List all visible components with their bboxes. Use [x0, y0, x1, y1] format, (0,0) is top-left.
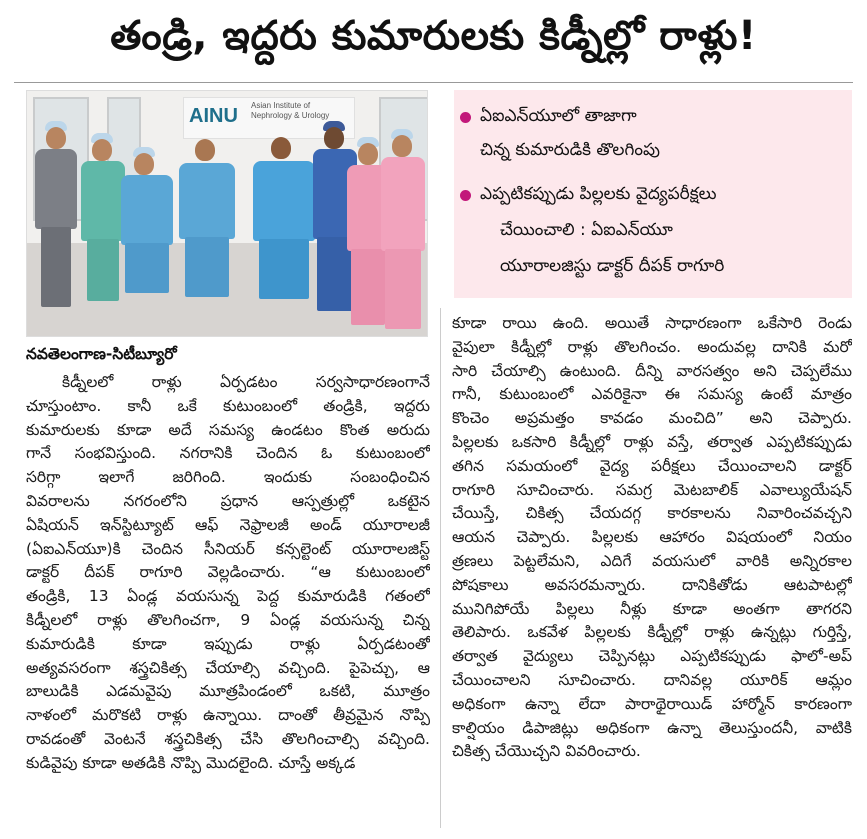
body-line: అత్యవసరంగా శస్త్రచికిత్స చేయాల్సి వచ్చింది. పైపెచ్చు, ఆ — [26, 658, 430, 677]
body-line: రాగూరి సూచించారు. సమగ్ర మెటబాలిక్ ఎవాల్యుయేషన్ — [452, 480, 852, 499]
bullet-dot — [460, 190, 471, 201]
highlight-line: చిన్న కుమారుడికి తొలగింపు — [480, 140, 660, 160]
team-photo — [26, 90, 428, 337]
body-line: మునిగిపోయే పిల్లలు నీళ్లు కూడా అంతగా తాగరని — [452, 599, 852, 618]
hospital-logo: AINU — [189, 105, 238, 127]
left-column — [26, 371, 430, 776]
highlight-line: యూరాలజిస్టు డాక్టర్ దీపక్ రాగూరి — [500, 256, 725, 276]
bullet-dot — [460, 112, 471, 123]
body-line: వైపులా కిడ్నీల్లో రాళ్లు తొలగించం. అందువల్ల దానికి మరో — [452, 337, 852, 356]
highlight-line: ఎప్పటికప్పుడు పిల్లలకు వైద్యపరీక్షలు — [480, 184, 717, 204]
body-line: చూస్తుంటాం. కానీ ఒకే కుటుంబంలో తండ్రికి, ఇద్దరు — [26, 396, 430, 415]
body-line: కుమారులకు కూడా అదే సమస్య ఉండటం కొంత అరుదు — [26, 420, 430, 439]
body-line: గానే సంభవిస్తుంది. నగరానికి చెందిన ఓ కుటుంబంలో — [26, 444, 430, 463]
body-line: కిడ్నీలలో రాళ్లు ఏర్పడటం సర్వసాధారణంగానే — [62, 373, 430, 391]
right-column — [452, 312, 852, 764]
body-line: కూడా రాయి ఉంది. అయితే సాధారణంగా ఒకేసారి రెండు — [452, 314, 852, 332]
article-headline: తండ్రి, ఇద్దరు కుమారులకు కిడ్నీల్లో రాళ్లు! — [110, 13, 757, 59]
body-line: బాలుడికి ఎడమవైపు మూత్రపిండంలో ఒకటి, మూత్రం — [26, 682, 430, 701]
body-line: కుడివైపు కూడా అతడికి నొప్పి మొదలైంది. చూస్తే అక్కడ — [26, 753, 356, 772]
body-line: సరిగ్గా ఇలాగే జరిగింది. ఇందుకు సంబంధించిన — [26, 468, 430, 487]
body-line: (ఏఐఎన్‌యూ)కి చెందిన సీనియర్ కన్సల్టెంట్ యూరాలజిస్ట్ — [26, 539, 430, 558]
body-line: త్రణలు పెట్టలేమని, ఎదిగే వయసులో వారికి అన్నిరకాల — [452, 551, 852, 570]
highlight-line: చేయించాలి : ఏఐఎన్‌యూ — [500, 220, 673, 240]
body-line: నాళంలో మరొకటి రాళ్లు ఉన్నాయి. దాంతో తీవ్రమైన నొప్పి — [26, 706, 430, 725]
body-line: పోషకాలు అవసరమన్నారు. దానికితోడు ఆటపాటల్లో — [452, 575, 852, 594]
body-line: తెలిపారు. ఒకవేళ పిల్లలకు కిడ్నీల్లో రాళ్లు ఉన్నట్లు గుర్తిస్తే, — [452, 623, 852, 642]
highlights-box — [454, 90, 852, 298]
hospital-logo-subtitle: Asian Institute of Nephrology & Urology — [251, 101, 330, 120]
headline-rule — [14, 82, 853, 83]
body-line: చికిత్స చేయొచ్చని వివరించారు. — [452, 742, 641, 761]
body-line: కిడ్నీలలో రాళ్లు తొలగించగా, 9 ఏండ్ల వయసున్న చిన్న — [26, 610, 430, 629]
body-line: తండ్రికి, 13 ఏండ్ల వయసున్న పెద్ద కుమారుడికి గతంలో — [26, 587, 430, 606]
column-divider — [440, 308, 441, 828]
body-line: డాక్టర్ దీపక్ రాగూరి వెల్లడించారు. “ఆ కుటుంబంలో — [26, 563, 430, 582]
body-line: కొంచెం అప్రమత్తం కావడం మంచిది” అని చెప్పారు. — [452, 409, 852, 428]
body-line: సారి చేయాల్సి ఉంటుంది. దీన్ని వారసత్వం అని చెప్పలేము — [452, 361, 852, 380]
byline: నవతెలంగాణ-సిటీబ్యూరో — [26, 345, 177, 363]
body-line: గానీ, కుటుంబంలో ఎవరికైనా ఈ సమస్య ఉంటే మాత్రం — [452, 385, 852, 404]
body-line: తర్వాత వైద్యులు చెప్పినట్లు ఎప్పటికప్పుడు ఫాలో-అప్ — [452, 647, 852, 666]
body-line: రావడంతో వెంటనే శస్త్రచికిత్స చేసి తొలగించాల్సి వచ్చింది. — [26, 729, 430, 748]
body-line: కుమారుడికి కూడా ఇప్పుడు రాళ్లు ఏర్పడటంతో — [26, 634, 430, 653]
body-line: చేయించాలని సూచించారు. దానివల్ల యూరిక్ ఆమ్లం — [452, 670, 852, 689]
body-line: వివరాలను నగరంలోని ప్రధాన ఆస్పత్రుల్లో ఒకటైన — [26, 491, 430, 510]
body-line: చేయిస్తే, చికిత్స చేయదగ్గ కారకాలను నివారించవచ్చని — [452, 504, 852, 523]
body-line: కాల్షియం డిపాజిట్లు అధికంగా ఉన్నా తెలుస్తుందనీ, వాటికి — [452, 718, 852, 737]
body-line: తగిన సమయంలో వైద్య పరీక్షలు చేయించాలని డాక్టర్ — [452, 456, 852, 475]
body-line: అధికంగా ఉన్నా లేదా పారాథైరాయిడ్ హార్మోన్ కారణంగా — [452, 694, 852, 713]
body-line: ఆయన చెప్పారు. పిల్లలకు ఆహారం విషయంలో నియం — [452, 528, 852, 547]
highlight-line: ఏఐఎన్‌యూలో తాజాగా — [480, 106, 637, 126]
body-line: ఏషియన్ ఇన్‌స్టిట్యూట్ ఆఫ్ నెఫ్రాలజీ అండ్ యూరాలజీ — [26, 515, 430, 534]
body-line: పిల్లలకు ఒకసారి కిడ్నీల్లో రాళ్లు వస్తే, తర్వాత ఎప్పటికప్పుడు — [452, 432, 852, 451]
